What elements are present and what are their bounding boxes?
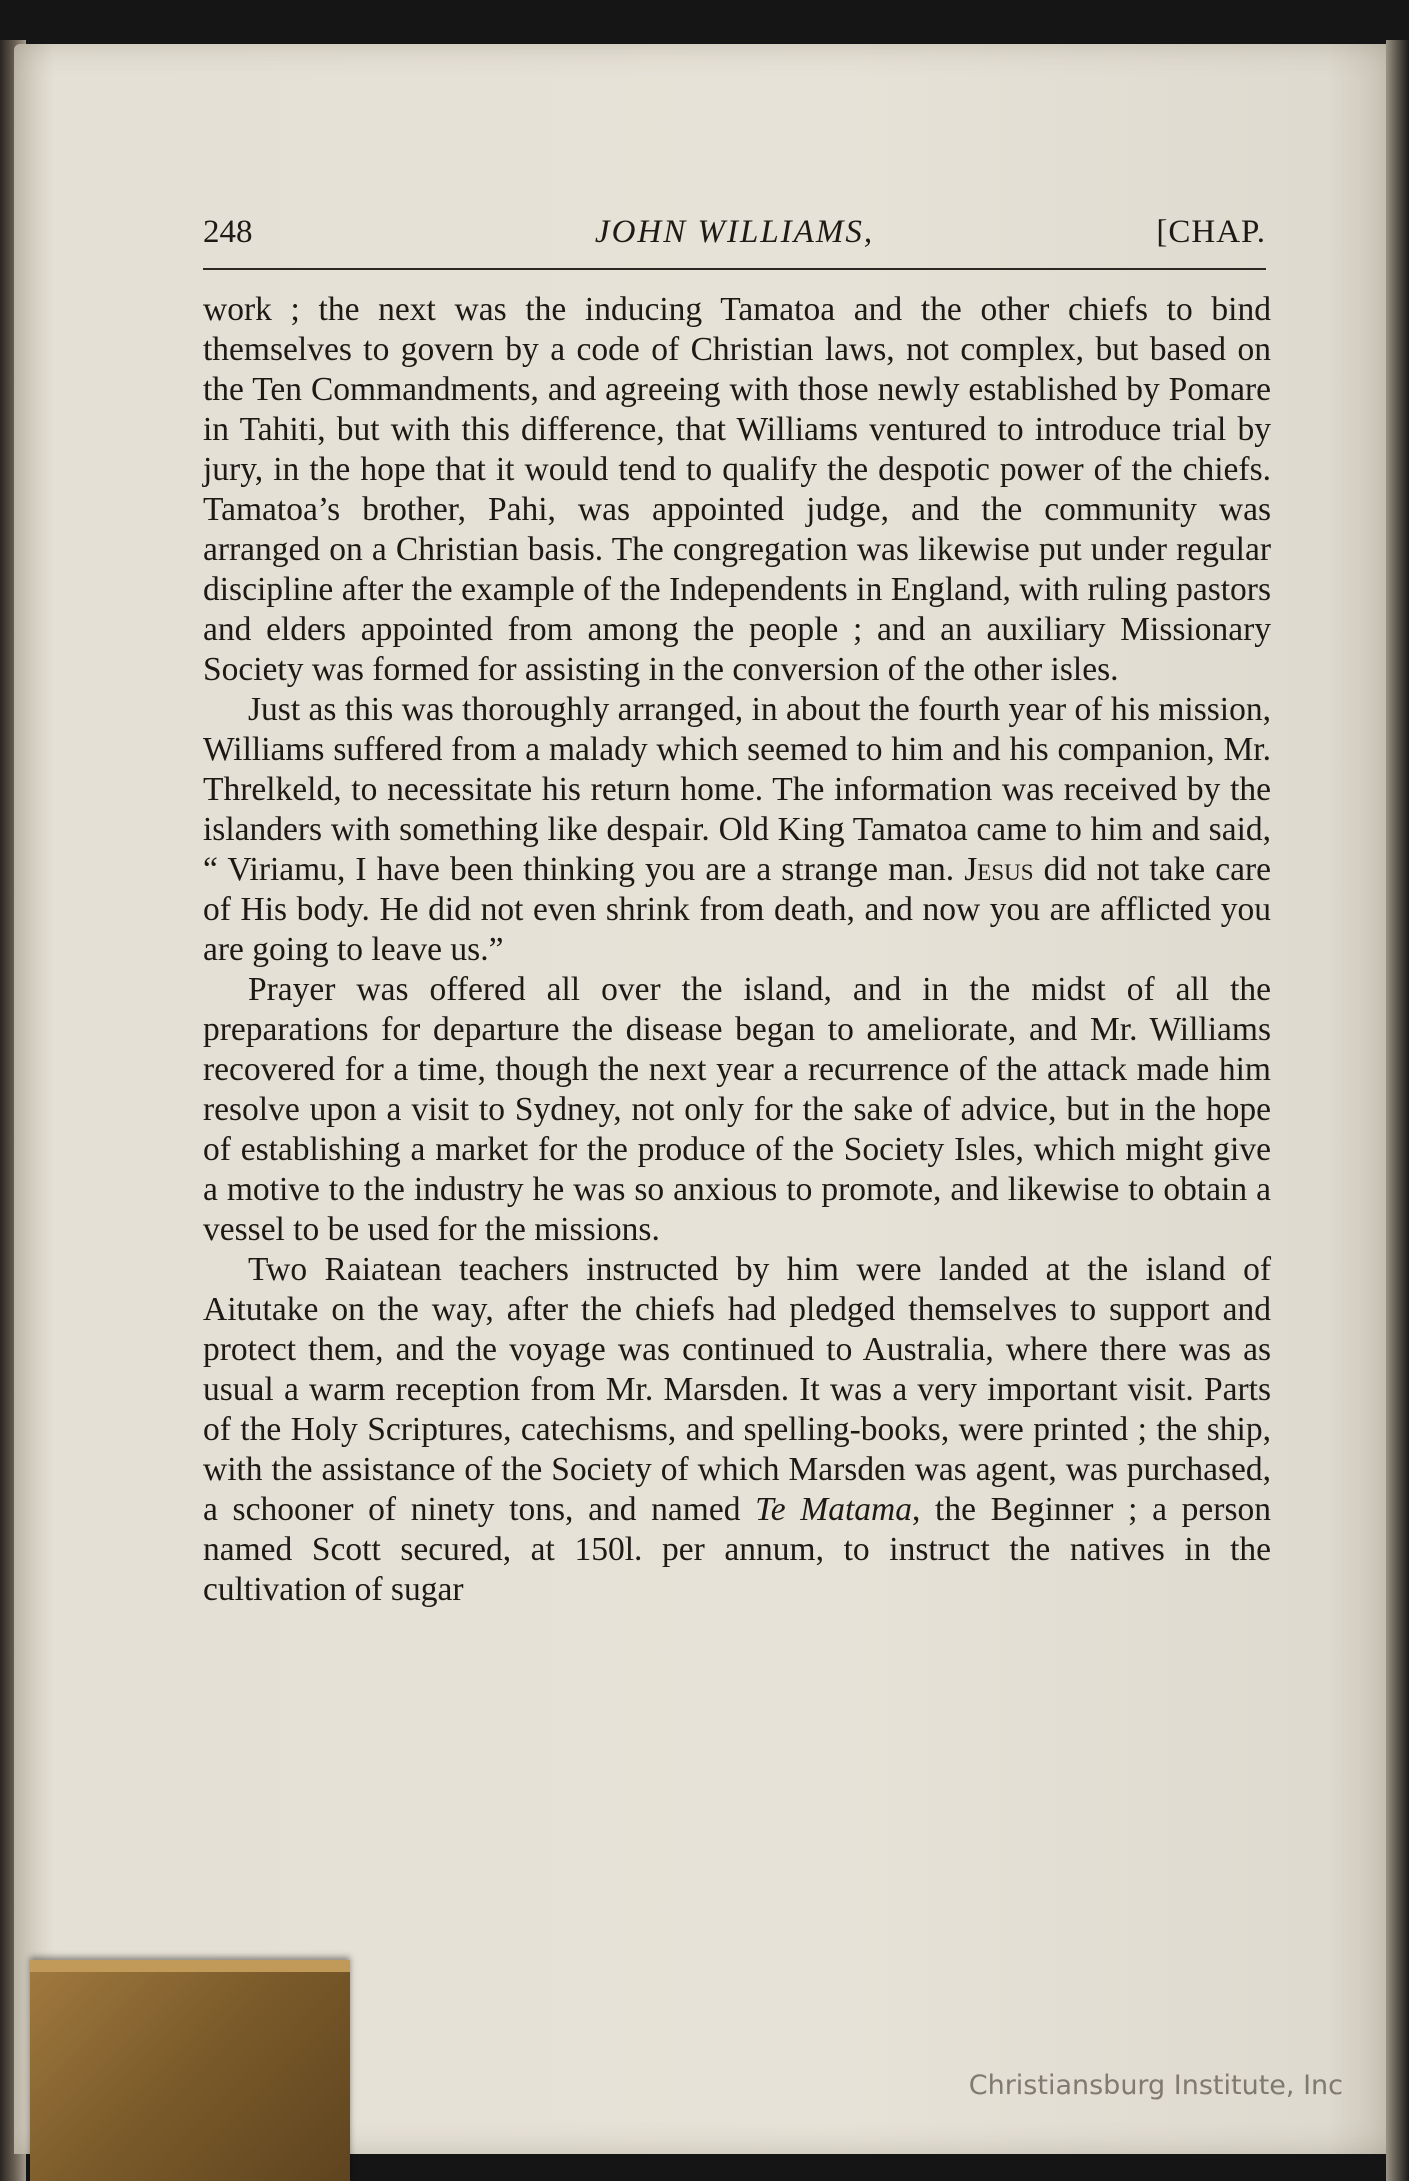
body-text bbox=[203, 290, 1271, 1610]
header-rule bbox=[203, 268, 1266, 270]
paragraph-2-text-a: Just as this was thoroughly arranged, in about the fourth year of his mission, Williams suffered from a malady which seemed to him and his companion, Mr. Threlkeld, to necessitate his return home. The information was received by the islanders with something like despair. Old King Tamatoa came to him and said, “ Viriamu, I have been thinking you are a strange man. bbox=[203, 691, 1271, 888]
paragraph-2-jesus: Jesus bbox=[964, 851, 1034, 888]
paragraph-3 bbox=[203, 970, 1271, 1250]
watermark: Christiansburg Institute, Inc bbox=[968, 2070, 1343, 2101]
bookmark-edge bbox=[30, 1960, 350, 1972]
paragraph-4-ship-name: Te Matama bbox=[755, 1491, 912, 1528]
paragraph-3-text: Prayer was offered all over the island, and in the midst of all the preparations for departure the disease began to ameliorate, and Mr. Williams recovered for a time, though the next year a recurrence of the attack made him resolve upon a visit to Sydney, not only for the sake of advice, but in the hope of establishing a market for the produce of the Society Isles, which might give a motive to the industry he was so anxious to promote, and likewise to obtain a vessel to be used for the missions. bbox=[203, 971, 1271, 1248]
paragraph-1-text: work ; the next was the inducing Tamatoa and the other chiefs to bind themselves to govern by a code of Christian laws, not complex, but based on the Ten Commandments, and agreeing with those newly established by Pomare in Tahiti, but with this difference, that Williams ventured to introduce trial by jury, in the hope that it would tend to qualify the despotic power of the chiefs. Tamatoa’s brother, Pahi, was appointed judge, and the community was arranged on a Christian basis. The congregation was likewise put under regular discipline after the example of the Independents in England, with ruling pastors and elders appointed from among the people ; and an auxiliary Missionary Society was formed for assisting in the conversion of the other isles. bbox=[203, 291, 1271, 688]
paragraph-1 bbox=[203, 290, 1271, 690]
page-number: 248 bbox=[203, 214, 253, 250]
paragraph-4-text-e: per annum, to instruct the natives in the cultivation of sugar bbox=[203, 1531, 1272, 1608]
page-edge bbox=[1386, 40, 1409, 2181]
paragraph-2 bbox=[203, 690, 1271, 970]
paragraph-4-text-a: Two Raiatean teachers instructed by him were landed at the island of Aitutake on the way, after the chiefs had pledged themselves to support and protect them, and the voyage was continued to Australia, where there was as usual a warm reception from Mr. Marsden. It was a very important visit. Parts of the Holy Scriptures, catechisms, and spelling-books, were printed ; the ship, with the assistance of the Society of which Marsden was agent, was purchased, a schooner of ninety tons, and named bbox=[203, 1251, 1271, 1528]
paragraph-4-text-c: , the Beginner ; a person named Scott secured, at bbox=[203, 1491, 1271, 1568]
bookmark-ribbon bbox=[30, 1960, 350, 2181]
page-header bbox=[203, 210, 1266, 260]
paragraph-2-text-c: did not take care of His body. He did not even shrink from death, and now you are afflicted you are going to leave us.” bbox=[203, 851, 1271, 968]
paragraph-4-amount: 150l. bbox=[574, 1531, 643, 1568]
running-title: JOHN WILLIAMS, bbox=[594, 214, 875, 250]
chapter-label: [CHAP. bbox=[1156, 214, 1266, 250]
paragraph-4 bbox=[203, 1250, 1271, 1610]
